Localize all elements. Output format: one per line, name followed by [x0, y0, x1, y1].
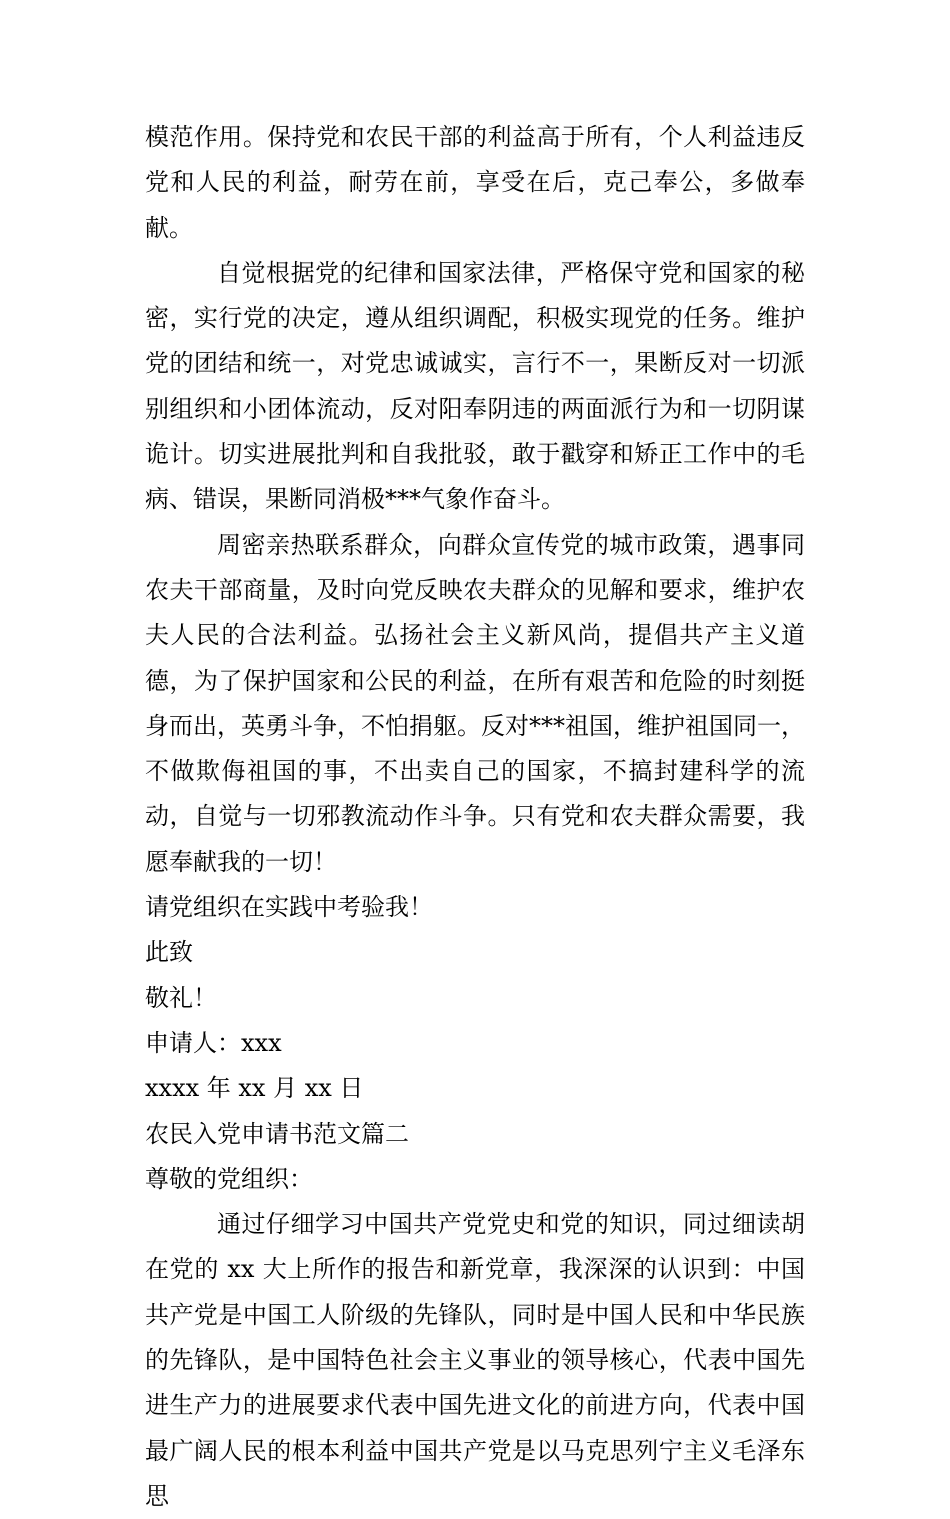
line-jing-li: 敬礼！ — [145, 983, 217, 1012]
document-body — [145, 115, 805, 1519]
paragraph-study: 通过仔细学习中国共产党党史和党的知识，同过细读胡在党的 xx 大上所作的报告和新党章，我深深的认识到：中国共产党是中国工人阶级的先锋队，同时是中国人民和中华民族的先锋队，是中国特色社会主义事业的领导核心，代表中国先进生产力的进展要求代表中国先进文化的前进方向，代表中国最广阔人民的根本利益中国共产党是以马克思列宁主义毛泽东思 — [145, 1210, 805, 1510]
paragraph-discipline: 自觉根据党的纪律和国家法律，严格保守党和国家的秘密，实行党的决定，遵从组织调配，积极实现党的任务。维护党的团结和统一，对党忠诚诚实，言行不一，果断反对一切派别组织和小团体流动，反对阳奉阴违的两面派行为和一切阴谋诡计。切实进展批判和自我批驳，敢于戳穿和矫正工作中的毛病、错误，果断同消极***气象作奋斗。 — [145, 258, 805, 514]
line-applicant: 申请人：xxx — [145, 1028, 282, 1057]
line-salutation: 尊敬的党组织： — [145, 1164, 313, 1193]
line-ci-zhi: 此致 — [145, 938, 193, 967]
line-request: 请党组织在实践中考验我！ — [145, 893, 433, 922]
paragraph-role-model: 模范作用。保持党和农民干部的利益高于所有，个人利益违反党和人民的利益，耐劳在前，享受在后，克己奉公，多做奉献。 — [145, 123, 805, 242]
line-date: xxxx 年 xx 月 xx 日 — [145, 1074, 364, 1103]
section-title-2: 农民入党申请书范文篇二 — [145, 1119, 409, 1148]
paragraph-masses: 周密亲热联系群众，向群众宣传党的城市政策，遇事同农夫干部商量，及时向党反映农夫群众的见解和要求，维护农夫人民的合法利益。弘扬社会主义新风尚，提倡共产主义道德，为了保护国家和公民的利益，在所有艰苦和危险的时刻挺身而出，英勇斗争，不怕捐躯。反对***祖国，维护祖国同一，不做欺侮祖国的事，不出卖自己的国家，不搞封建科学的流动，自觉与一切邪教流动作斗争。只有党和农夫群众需要，我愿奉献我的一切！ — [145, 530, 805, 876]
